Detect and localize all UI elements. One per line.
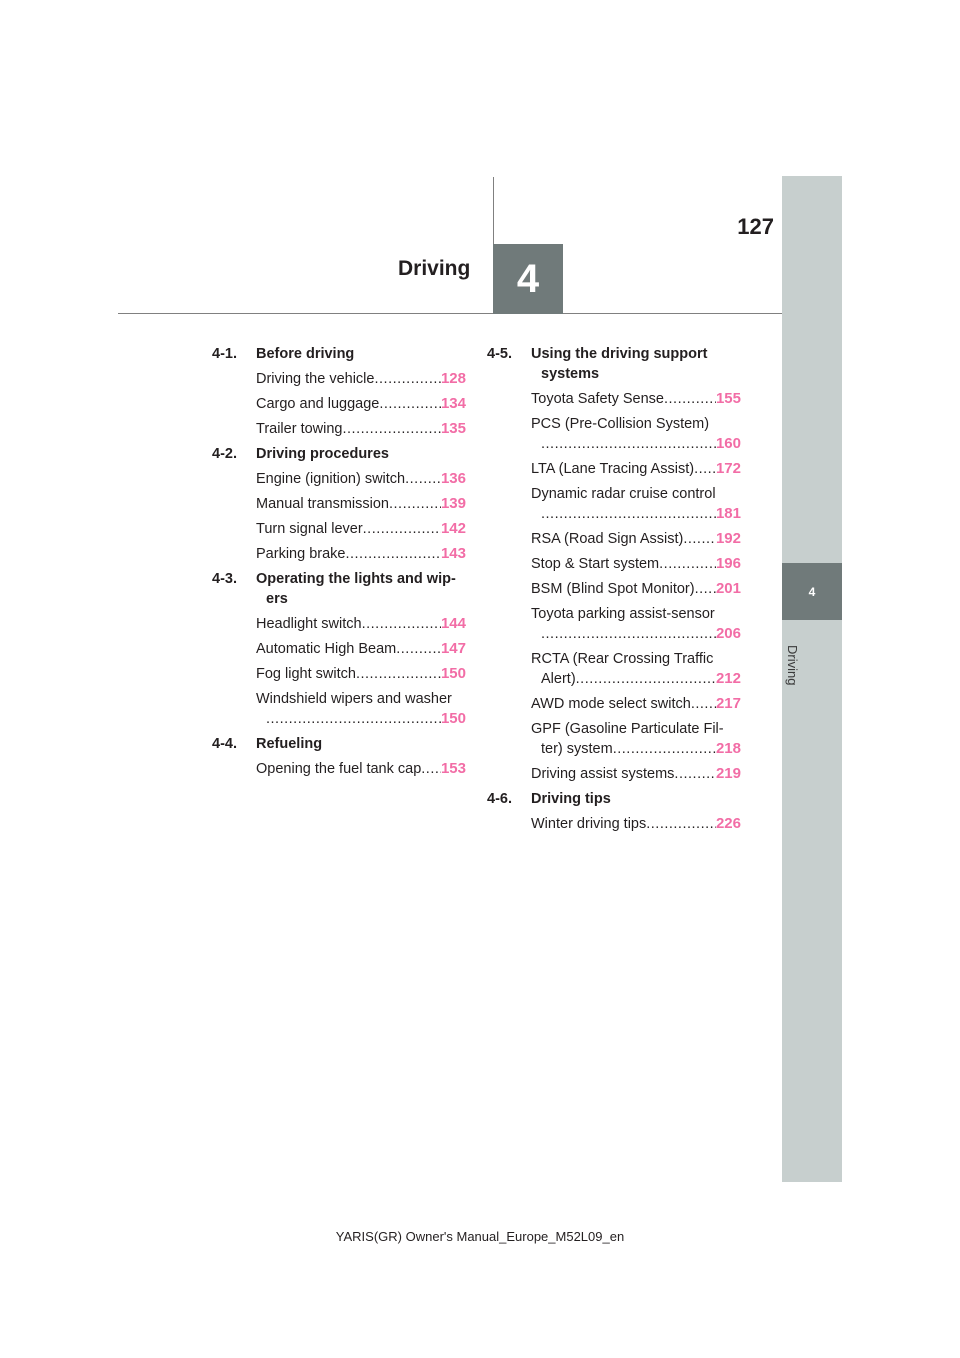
section-title-text: Driving procedures (256, 446, 389, 462)
header-horizontal-rule (118, 313, 782, 314)
page-reference-link[interactable]: 134 (440, 395, 466, 412)
entry-row (256, 469, 466, 489)
section-number: 4-5. (487, 346, 512, 362)
entry-title: Engine (ignition) switch (256, 471, 406, 487)
dot-leader (374, 369, 440, 389)
entry-row (256, 709, 466, 729)
entry-title-continuation: Alert) (541, 671, 576, 687)
dot-leader (379, 394, 441, 414)
page-reference-link[interactable]: 150 (440, 710, 466, 727)
entry-title: Driving assist systems (531, 766, 675, 782)
section-number: 4-6. (487, 791, 512, 807)
dot-leader (541, 434, 716, 454)
entry-row (256, 759, 466, 779)
entry-title: Parking brake (256, 546, 346, 562)
entry-row (256, 369, 466, 389)
page-reference-link[interactable]: 136 (440, 470, 466, 487)
entry-title: Manual transmission (256, 496, 389, 512)
dot-leader (405, 469, 441, 489)
footer-manual-id: YARIS(GR) Owner's Manual_Europe_M52L09_en (335, 1229, 625, 1244)
entry-title: Fog light switch (256, 666, 356, 682)
entry-row (531, 669, 741, 689)
page-reference-link[interactable]: 217 (715, 695, 741, 712)
toc-section-heading[interactable] (487, 789, 757, 809)
entry-row (531, 459, 741, 479)
entry-title-continuation: ter) system (541, 741, 613, 757)
dot-leader (362, 614, 441, 634)
entry-title: Driving the vehicle (256, 371, 375, 387)
dot-leader (683, 529, 716, 549)
page-number: 127 (737, 214, 774, 239)
toc-entry[interactable] (531, 719, 741, 759)
entry-row (531, 814, 741, 834)
toc-section-heading[interactable] (212, 569, 482, 609)
section-title (256, 734, 482, 754)
entry-title: RCTA (Rear Crossing Traffic (531, 651, 714, 667)
page-reference-link[interactable]: 196 (715, 555, 741, 572)
entry-row (531, 579, 741, 599)
toc-entry[interactable] (531, 529, 741, 549)
section-title-text: Refueling (256, 736, 323, 752)
page-reference-link[interactable]: 150 (440, 665, 466, 682)
dot-leader (421, 759, 441, 779)
toc-entry[interactable] (531, 649, 741, 689)
dot-leader (396, 639, 441, 659)
toc-entry[interactable] (531, 694, 741, 714)
page-reference-link[interactable]: 144 (440, 615, 466, 632)
entry-title: Toyota Safety Sense (531, 391, 664, 407)
entry-title: Winter driving tips (531, 816, 647, 832)
chapter-number-box: 4 (493, 244, 563, 314)
section-title-text: Using the driving support (531, 346, 708, 362)
dot-leader (541, 504, 716, 524)
page-reference-link[interactable]: 147 (440, 640, 466, 657)
dot-leader (664, 389, 716, 409)
toc-entry[interactable] (256, 494, 466, 514)
entry-title: Dynamic radar cruise control (531, 486, 716, 502)
section-number: 4-3. (212, 571, 237, 587)
entry-title: Toyota parking assist-sensor (531, 606, 715, 622)
dot-leader (646, 814, 716, 834)
page-reference-link[interactable]: 160 (715, 435, 741, 452)
toc-entry[interactable] (256, 689, 466, 729)
section-title-continuation: ers (266, 591, 288, 607)
page-reference-link[interactable]: 219 (715, 765, 741, 782)
entry-row (531, 434, 741, 454)
dot-leader (695, 579, 716, 599)
toc-entry[interactable] (256, 519, 466, 539)
dot-leader (659, 554, 716, 574)
entry-title: GPF (Gasoline Particulate Fil- (531, 721, 724, 737)
entry-title: AWD mode select switch (531, 696, 691, 712)
section-title (531, 789, 757, 809)
toc-right-column (487, 344, 757, 839)
dot-leader (694, 459, 716, 479)
entry-title: RSA (Road Sign Assist) (531, 531, 684, 547)
toc-section-heading[interactable] (487, 344, 757, 384)
entry-title: Windshield wipers and washer (256, 691, 452, 707)
toc-entry[interactable] (531, 814, 741, 834)
dot-leader (345, 544, 441, 564)
toc-entry[interactable] (256, 639, 466, 659)
toc-entry[interactable] (256, 369, 466, 389)
toc-entry[interactable] (531, 604, 741, 644)
entry-row (256, 494, 466, 514)
dot-leader (356, 664, 441, 684)
toc-left-column (212, 344, 482, 784)
toc-entry[interactable] (256, 614, 466, 634)
toc-entry[interactable] (256, 394, 466, 414)
dot-leader (613, 739, 716, 759)
entry-title: Headlight switch (256, 616, 362, 632)
entry-row (256, 419, 466, 439)
toc-section-heading[interactable] (212, 444, 482, 464)
entry-row (256, 614, 466, 634)
entry-title: Stop & Start system (531, 556, 660, 572)
page-reference-link[interactable]: 153 (440, 760, 466, 777)
entry-row (531, 624, 741, 644)
page-reference-link[interactable]: 181 (715, 505, 741, 522)
entry-row (531, 764, 741, 784)
entry-title: PCS (Pre-Collision System) (531, 416, 710, 432)
page-reference-link[interactable]: 135 (440, 420, 466, 437)
toc-entry[interactable] (256, 469, 466, 489)
page-reference-link[interactable]: 139 (440, 495, 466, 512)
chapter-title: Driving (398, 257, 471, 280)
section-number: 4-2. (212, 446, 237, 462)
section-title-text: Driving tips (531, 791, 611, 807)
dot-leader (691, 694, 716, 714)
section-title (531, 344, 757, 384)
entry-row (531, 694, 741, 714)
dot-leader (576, 669, 716, 689)
section-title-continuation: systems (541, 366, 600, 382)
toc-section-heading[interactable] (212, 344, 482, 364)
entry-row (256, 639, 466, 659)
entry-row (256, 664, 466, 684)
toc-entry[interactable] (256, 759, 466, 779)
page-reference-link[interactable]: 226 (715, 815, 741, 832)
entry-title: Trailer towing (256, 421, 343, 437)
entry-title: BSM (Blind Spot Monitor) (531, 581, 695, 597)
toc-entry[interactable] (256, 544, 466, 564)
section-title (256, 569, 482, 609)
header-vertical-rule (493, 177, 494, 245)
toc-entry[interactable] (531, 579, 741, 599)
toc-entry[interactable] (531, 414, 741, 454)
entry-title: LTA (Lane Tracing Assist) (531, 461, 695, 477)
section-title (256, 444, 482, 464)
dot-leader (343, 419, 441, 439)
section-number: 4-4. (212, 736, 237, 752)
page-reference-link[interactable]: 206 (715, 625, 741, 642)
page-reference-link[interactable]: 201 (715, 580, 741, 597)
toc-entry[interactable] (256, 664, 466, 684)
toc-section-heading[interactable] (212, 734, 482, 754)
toc-entry[interactable] (256, 419, 466, 439)
entry-title: Automatic High Beam (256, 641, 397, 657)
entry-row (256, 544, 466, 564)
page-reference-link[interactable]: 212 (715, 670, 741, 687)
dot-leader (363, 519, 441, 539)
entry-title: Turn signal lever (256, 521, 363, 537)
side-chapter-tab[interactable]: 4 (782, 563, 842, 620)
page-reference-link[interactable]: 142 (440, 520, 466, 537)
dot-leader (266, 709, 441, 729)
page-reference-link[interactable]: 155 (715, 390, 741, 407)
toc-entry[interactable] (531, 389, 741, 409)
section-title-text: Before driving (256, 346, 355, 362)
entry-row (531, 504, 741, 524)
entry-title: Opening the fuel tank cap (256, 761, 422, 777)
entry-row (531, 389, 741, 409)
entry-title: Cargo and luggage (256, 396, 380, 412)
entry-row (531, 529, 741, 549)
section-title-text: Operating the lights and wip- (256, 571, 456, 587)
page-reference-link[interactable]: 218 (715, 740, 741, 757)
toc-entry[interactable] (531, 484, 741, 524)
dot-leader (389, 494, 441, 514)
entry-row (256, 394, 466, 414)
page-reference-link[interactable]: 192 (715, 530, 741, 547)
toc-entry[interactable] (531, 459, 741, 479)
page-reference-link[interactable]: 172 (715, 460, 741, 477)
dot-leader (541, 624, 716, 644)
entry-row (256, 519, 466, 539)
page-reference-link[interactable]: 128 (440, 370, 466, 387)
side-chapter-label: Driving (785, 645, 800, 686)
toc-entry[interactable] (531, 764, 741, 784)
section-number: 4-1. (212, 346, 237, 362)
entry-row (531, 554, 741, 574)
toc-entry[interactable] (531, 554, 741, 574)
entry-row (531, 739, 741, 759)
section-title (256, 344, 482, 364)
dot-leader (674, 764, 716, 784)
page-reference-link[interactable]: 143 (440, 545, 466, 562)
